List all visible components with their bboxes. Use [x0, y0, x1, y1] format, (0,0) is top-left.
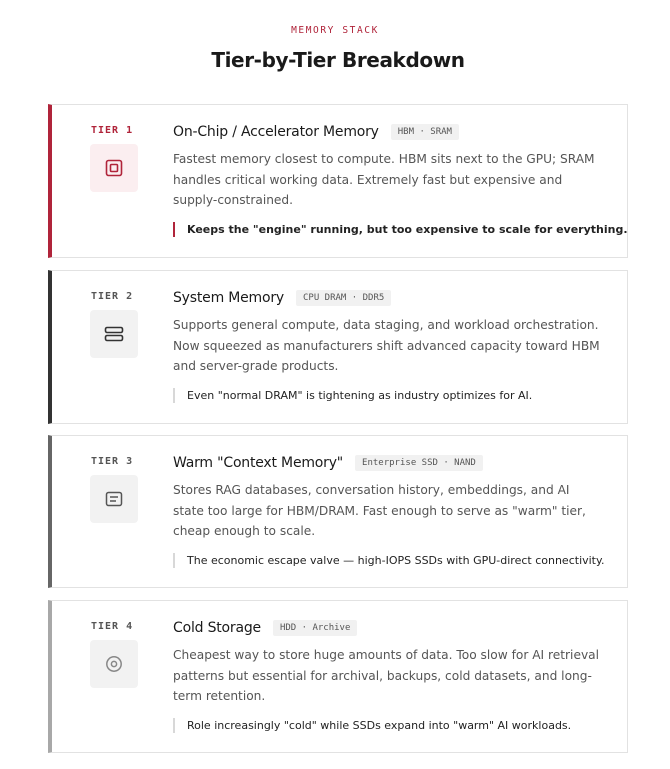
drive-icon	[105, 491, 123, 507]
page-title: Tier-by-Tier Breakdown	[211, 48, 465, 72]
tier-card-2	[48, 270, 628, 424]
tier-title: Cold Storage	[173, 620, 261, 636]
chip-icon	[105, 159, 123, 177]
tier-tag: HDD · Archive	[273, 620, 357, 636]
tier-heading	[173, 455, 483, 471]
tier-title: Warm "Context Memory"	[173, 455, 344, 471]
tier-description: Cheapest way to store huge amounts of data. Too slow for AI retrieval patterns but essential for archival, backups, cold datasets, and long-term retention.	[173, 648, 600, 703]
tier-title: System Memory	[173, 290, 284, 306]
server-icon	[104, 326, 124, 342]
tier-icon-box	[90, 640, 138, 688]
disk-icon	[105, 655, 123, 673]
tier-tag: CPU DRAM · DDR5	[296, 290, 391, 306]
tier-tag: Enterprise SSD · NAND	[355, 455, 483, 471]
tier-card-3	[48, 435, 628, 588]
tier-note: Keeps the "engine" running, but too expensive to scale for everything.	[173, 222, 627, 237]
tier-description: Fastest memory closest to compute. HBM sits next to the GPU; SRAM handles critical working data. Extremely fast but expensive and supply-constrained.	[173, 152, 595, 207]
tier-icon-box	[90, 475, 138, 523]
tier-note: The economic escape valve — high-IOPS SSDs with GPU-direct connectivity.	[173, 553, 627, 568]
tier-icon-box	[90, 310, 138, 358]
tier-heading	[173, 620, 357, 636]
tier-label: TIER 3	[91, 456, 134, 467]
tier-icon-box	[90, 144, 138, 192]
tier-heading	[173, 124, 459, 140]
tier-label: TIER 2	[91, 291, 134, 302]
tier-label: TIER 4	[91, 621, 134, 632]
tier-label: TIER 1	[91, 125, 134, 136]
section-eyebrow: MEMORY STACK	[291, 25, 379, 36]
tier-note: Even "normal DRAM" is tightening as industry optimizes for AI.	[173, 388, 627, 403]
tier-note: Role increasingly "cold" while SSDs expand into "warm" AI workloads.	[173, 718, 627, 733]
tier-heading	[173, 290, 391, 306]
tier-description: Stores RAG databases, conversation history, embeddings, and AI state too large for HBM/DRAM. Fast enough to serve as "warm" tier, cheap enough to scale.	[173, 483, 586, 538]
tier-description: Supports general compute, data staging, and workload orchestration. Now squeezed as manufacturers shift advanced capacity toward HBM and server-grade products.	[173, 318, 600, 373]
tier-tag: HBM · SRAM	[391, 124, 459, 140]
tier-card-4	[48, 600, 628, 753]
tier-card-1	[48, 104, 628, 258]
tier-title: On-Chip / Accelerator Memory	[173, 124, 379, 140]
